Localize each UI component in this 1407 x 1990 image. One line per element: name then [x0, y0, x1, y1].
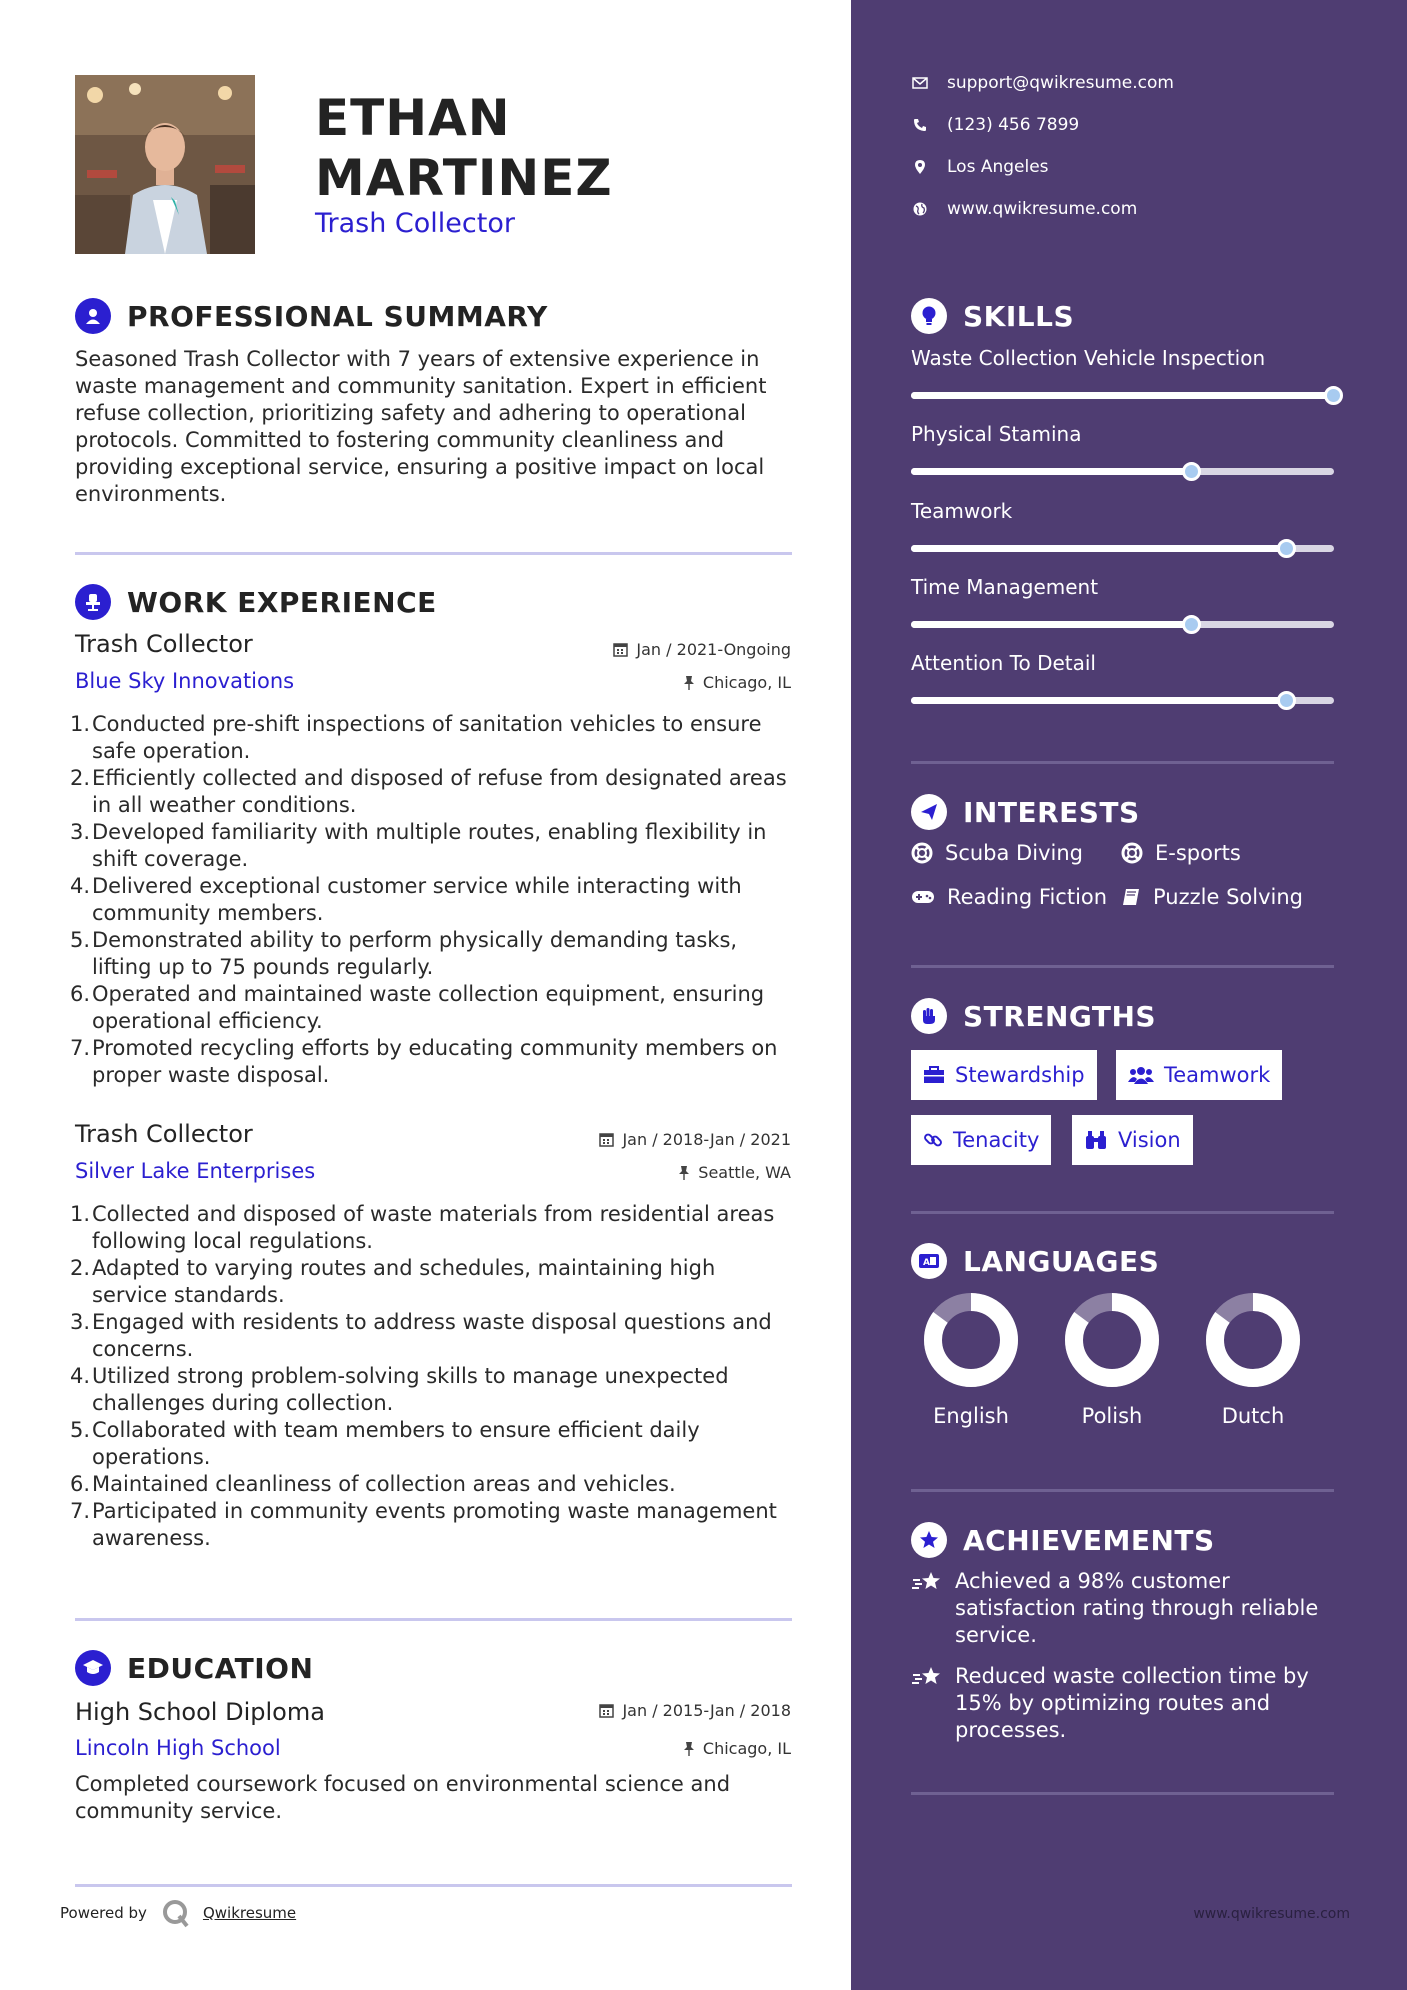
job-location: [683, 673, 791, 692]
skill-bar: [911, 621, 1334, 628]
skill-bar: [911, 545, 1334, 552]
phone-text: (123) 456 7899: [947, 115, 1080, 135]
strength-tag: Vision: [1072, 1115, 1193, 1165]
skill-knob: [1277, 539, 1296, 558]
list-item: 2. Adapted to varying routes and schedules, maintaining high service standards.: [70, 1256, 716, 1307]
job-bullets: [70, 1201, 792, 1552]
strength-tag: Tenacity: [911, 1115, 1051, 1165]
list-item: 3. Developed familiarity with multiple routes, enabling flexibility in shift coverage.: [70, 820, 767, 871]
job-dates: [613, 640, 791, 659]
life-ring-icon: [1121, 842, 1143, 864]
job-dates-text: Jan / 2021-Ongoing: [636, 640, 791, 659]
calendar-icon: [599, 1703, 614, 1718]
language-item: [911, 1290, 1031, 1428]
pin-icon: [683, 1741, 695, 1757]
powered-by-label: Powered by: [60, 1904, 147, 1922]
pin-icon: [678, 1165, 690, 1181]
calendar-icon: [613, 642, 628, 657]
users-icon: [1128, 1066, 1154, 1084]
pin-icon: [683, 675, 695, 691]
footer-website[interactable]: www.qwikresume.com: [1193, 1906, 1350, 1922]
section-divider: [911, 761, 1334, 764]
graduation-cap-icon: [75, 1650, 111, 1686]
section-divider: [911, 1211, 1334, 1214]
qwikresume-link[interactable]: Qwikresume: [202, 1904, 297, 1922]
interest-item: Reading Fiction: [911, 885, 1107, 909]
language-label: Dutch: [1221, 1404, 1285, 1428]
skill-fill: [911, 697, 1287, 704]
language-ring: [1062, 1290, 1162, 1390]
job-title: Trash Collector: [75, 630, 253, 658]
contact-phone[interactable]: [911, 115, 1079, 135]
candidate-title: Trash Collector: [315, 208, 515, 239]
email-text: support@qwikresume.com: [947, 73, 1174, 93]
skill-fill: [911, 621, 1192, 628]
summary-line: refuse collection, prioritizing safety and adhering to operational: [75, 401, 746, 425]
experience-title: WORK EXPERIENCE: [127, 585, 437, 619]
paper-plane-icon: [911, 794, 947, 830]
section-divider: [75, 552, 792, 555]
envelope-icon: [911, 77, 929, 89]
interests-title: INTERESTS: [963, 795, 1140, 829]
language-ring: [1203, 1290, 1303, 1390]
map-marker-icon: [911, 160, 929, 174]
powered-by: [60, 1898, 296, 1928]
skill-bar: [911, 392, 1334, 399]
contact-email[interactable]: [911, 73, 1174, 93]
achievements-heading: [911, 1522, 1215, 1558]
skill-knob: [1182, 462, 1201, 481]
section-divider: [75, 1884, 792, 1887]
job-title: Trash Collector: [75, 1120, 253, 1148]
skills-title: SKILLS: [963, 299, 1075, 333]
job-bullets: [70, 711, 792, 1089]
achievement-item: Achieved a 98% customer satisfaction rating through reliable service.: [911, 1568, 1341, 1649]
first-name: ETHAN: [315, 89, 511, 147]
summary-title: PROFESSIONAL SUMMARY: [127, 299, 548, 333]
skill-bar: [911, 697, 1334, 704]
education-title: EDUCATION: [127, 1651, 314, 1685]
section-divider: [911, 1489, 1334, 1492]
language-ring: [921, 1290, 1021, 1390]
contact-website[interactable]: [911, 199, 1137, 219]
list-item: 5. Collaborated with team members to ensure efficient daily operations.: [70, 1418, 700, 1469]
skill-name: Waste Collection Vehicle Inspection: [911, 346, 1266, 370]
education-description: Completed coursework focused on environmental science and community service.: [75, 1772, 731, 1823]
job-location: [678, 1163, 791, 1182]
skill-name: Physical Stamina: [911, 422, 1082, 446]
website-text: www.qwikresume.com: [947, 199, 1138, 219]
shooting-star-icon: [911, 1570, 945, 1594]
sidebar: [851, 0, 1407, 1990]
section-divider: [911, 965, 1334, 968]
summary-line: protocols. Committed to fostering community cleanliness and: [75, 428, 725, 452]
section-divider: [75, 1618, 792, 1621]
skills-heading: [911, 298, 1074, 334]
summary-line: environments.: [75, 482, 227, 506]
globe-icon: [911, 202, 929, 216]
life-ring-icon: [911, 842, 933, 864]
list-item: 3. Engaged with residents to address waste disposal questions and concerns.: [70, 1310, 772, 1361]
job-location-text: Chicago, IL: [702, 673, 791, 692]
skill-knob: [1324, 386, 1343, 405]
calendar-icon: [599, 1132, 614, 1147]
link-icon: [923, 1130, 943, 1150]
education-dates-text: Jan / 2015-Jan / 2018: [622, 1701, 791, 1720]
list-item: 1. Conducted pre-shift inspections of sanitation vehicles to ensure safe operation.: [70, 712, 762, 763]
education-location-text: Chicago, IL: [702, 1739, 791, 1758]
list-item: 4. Delivered exceptional customer service while interacting with community members.: [70, 874, 742, 925]
summary-line: providing exceptional service, ensuring a positive impact on local: [75, 455, 765, 479]
achievements-title: ACHIEVEMENTS: [963, 1523, 1215, 1557]
summary-line: waste management and community sanitation. Expert in efficient: [75, 374, 767, 398]
list-item: 6. Maintained cleanliness of collection areas and vehicles.: [70, 1472, 676, 1496]
list-item: 2. Efficiently collected and disposed of refuse from designated areas in all weather conditions.: [70, 766, 787, 817]
user-icon: [75, 298, 111, 334]
job-dates-text: Jan / 2018-Jan / 2021: [622, 1130, 791, 1149]
education-dates: [599, 1701, 791, 1720]
list-item: 4. Utilized strong problem-solving skills to manage unexpected challenges during collection.: [70, 1364, 729, 1415]
binoculars-icon: [1084, 1130, 1108, 1150]
summary-text: [75, 346, 795, 508]
list-item: 5. Demonstrated ability to perform physically demanding tasks, lifting up to 75 pounds regularly.: [70, 928, 738, 979]
job-dates: [599, 1130, 791, 1149]
education-location: [683, 1739, 791, 1758]
job-location-text: Seattle, WA: [698, 1163, 791, 1182]
school: Lincoln High School: [75, 1736, 281, 1760]
list-item: 6. Operated and maintained waste collection equipment, ensuring operational efficiency.: [70, 982, 765, 1033]
job-company: Silver Lake Enterprises: [75, 1159, 316, 1183]
language-label: English: [933, 1404, 1009, 1428]
language-item: [1052, 1290, 1172, 1428]
phone-icon: [911, 118, 929, 132]
interests-heading: [911, 794, 1140, 830]
strength-tag: Stewardship: [911, 1050, 1097, 1100]
experience-heading: [75, 584, 437, 620]
profile-photo: [75, 75, 255, 254]
svg-text:A: A: [923, 1258, 930, 1268]
interest-item: Scuba Diving: [911, 841, 1083, 865]
lightbulb-icon: [911, 298, 947, 334]
section-divider: [911, 1792, 1334, 1795]
interest-item: E-sports: [1121, 841, 1241, 865]
qwikresume-logo-icon: [161, 1898, 191, 1928]
language-label: Polish: [1081, 1404, 1143, 1428]
list-item: 1. Collected and disposed of waste materials from residential areas following local regulations.: [70, 1202, 775, 1253]
interest-item: Puzzle Solving: [1121, 885, 1303, 909]
list-item: 7. Promoted recycling efforts by educating community members on proper waste disposal.: [70, 1036, 778, 1087]
briefcase-icon: [923, 1066, 945, 1084]
strengths-title: STRENGTHS: [963, 999, 1157, 1033]
degree: High School Diploma: [75, 1698, 325, 1726]
skill-knob: [1182, 615, 1201, 634]
strengths-heading: [911, 998, 1156, 1034]
languages-title: LANGUAGES: [963, 1244, 1160, 1278]
last-name: MARTINEZ: [315, 149, 613, 207]
list-item: 7. Participated in community events promoting waste management awareness.: [70, 1499, 777, 1550]
gamepad-icon: [911, 889, 935, 905]
strength-tag: Teamwork: [1116, 1050, 1282, 1100]
book-icon: [1121, 887, 1141, 907]
job-company: Blue Sky Innovations: [75, 669, 295, 693]
language-item: [1193, 1290, 1313, 1428]
education-heading: [75, 1650, 313, 1686]
star-badge-icon: [911, 1522, 947, 1558]
fist-icon: [911, 998, 947, 1034]
skill-fill: [911, 392, 1334, 399]
skill-name: Time Management: [911, 575, 1099, 599]
summary-heading: [75, 298, 548, 334]
skill-fill: [911, 468, 1192, 475]
shooting-star-icon: [911, 1665, 945, 1689]
summary-line: Seasoned Trash Collector with 7 years of extensive experience in: [75, 347, 760, 371]
skill-name: Attention To Detail: [911, 651, 1096, 675]
skill-fill: [911, 545, 1287, 552]
skill-knob: [1277, 691, 1296, 710]
chair-icon: [75, 584, 111, 620]
achievement-item: Reduced waste collection time by 15% by optimizing routes and processes.: [911, 1663, 1341, 1744]
candidate-name: [315, 88, 613, 208]
languages-heading: [911, 1243, 1159, 1279]
language-icon: [911, 1243, 947, 1279]
location-text: Los Angeles: [947, 157, 1049, 177]
skill-bar: [911, 468, 1334, 475]
skill-name: Teamwork: [911, 499, 1013, 523]
contact-location: [911, 157, 1049, 177]
